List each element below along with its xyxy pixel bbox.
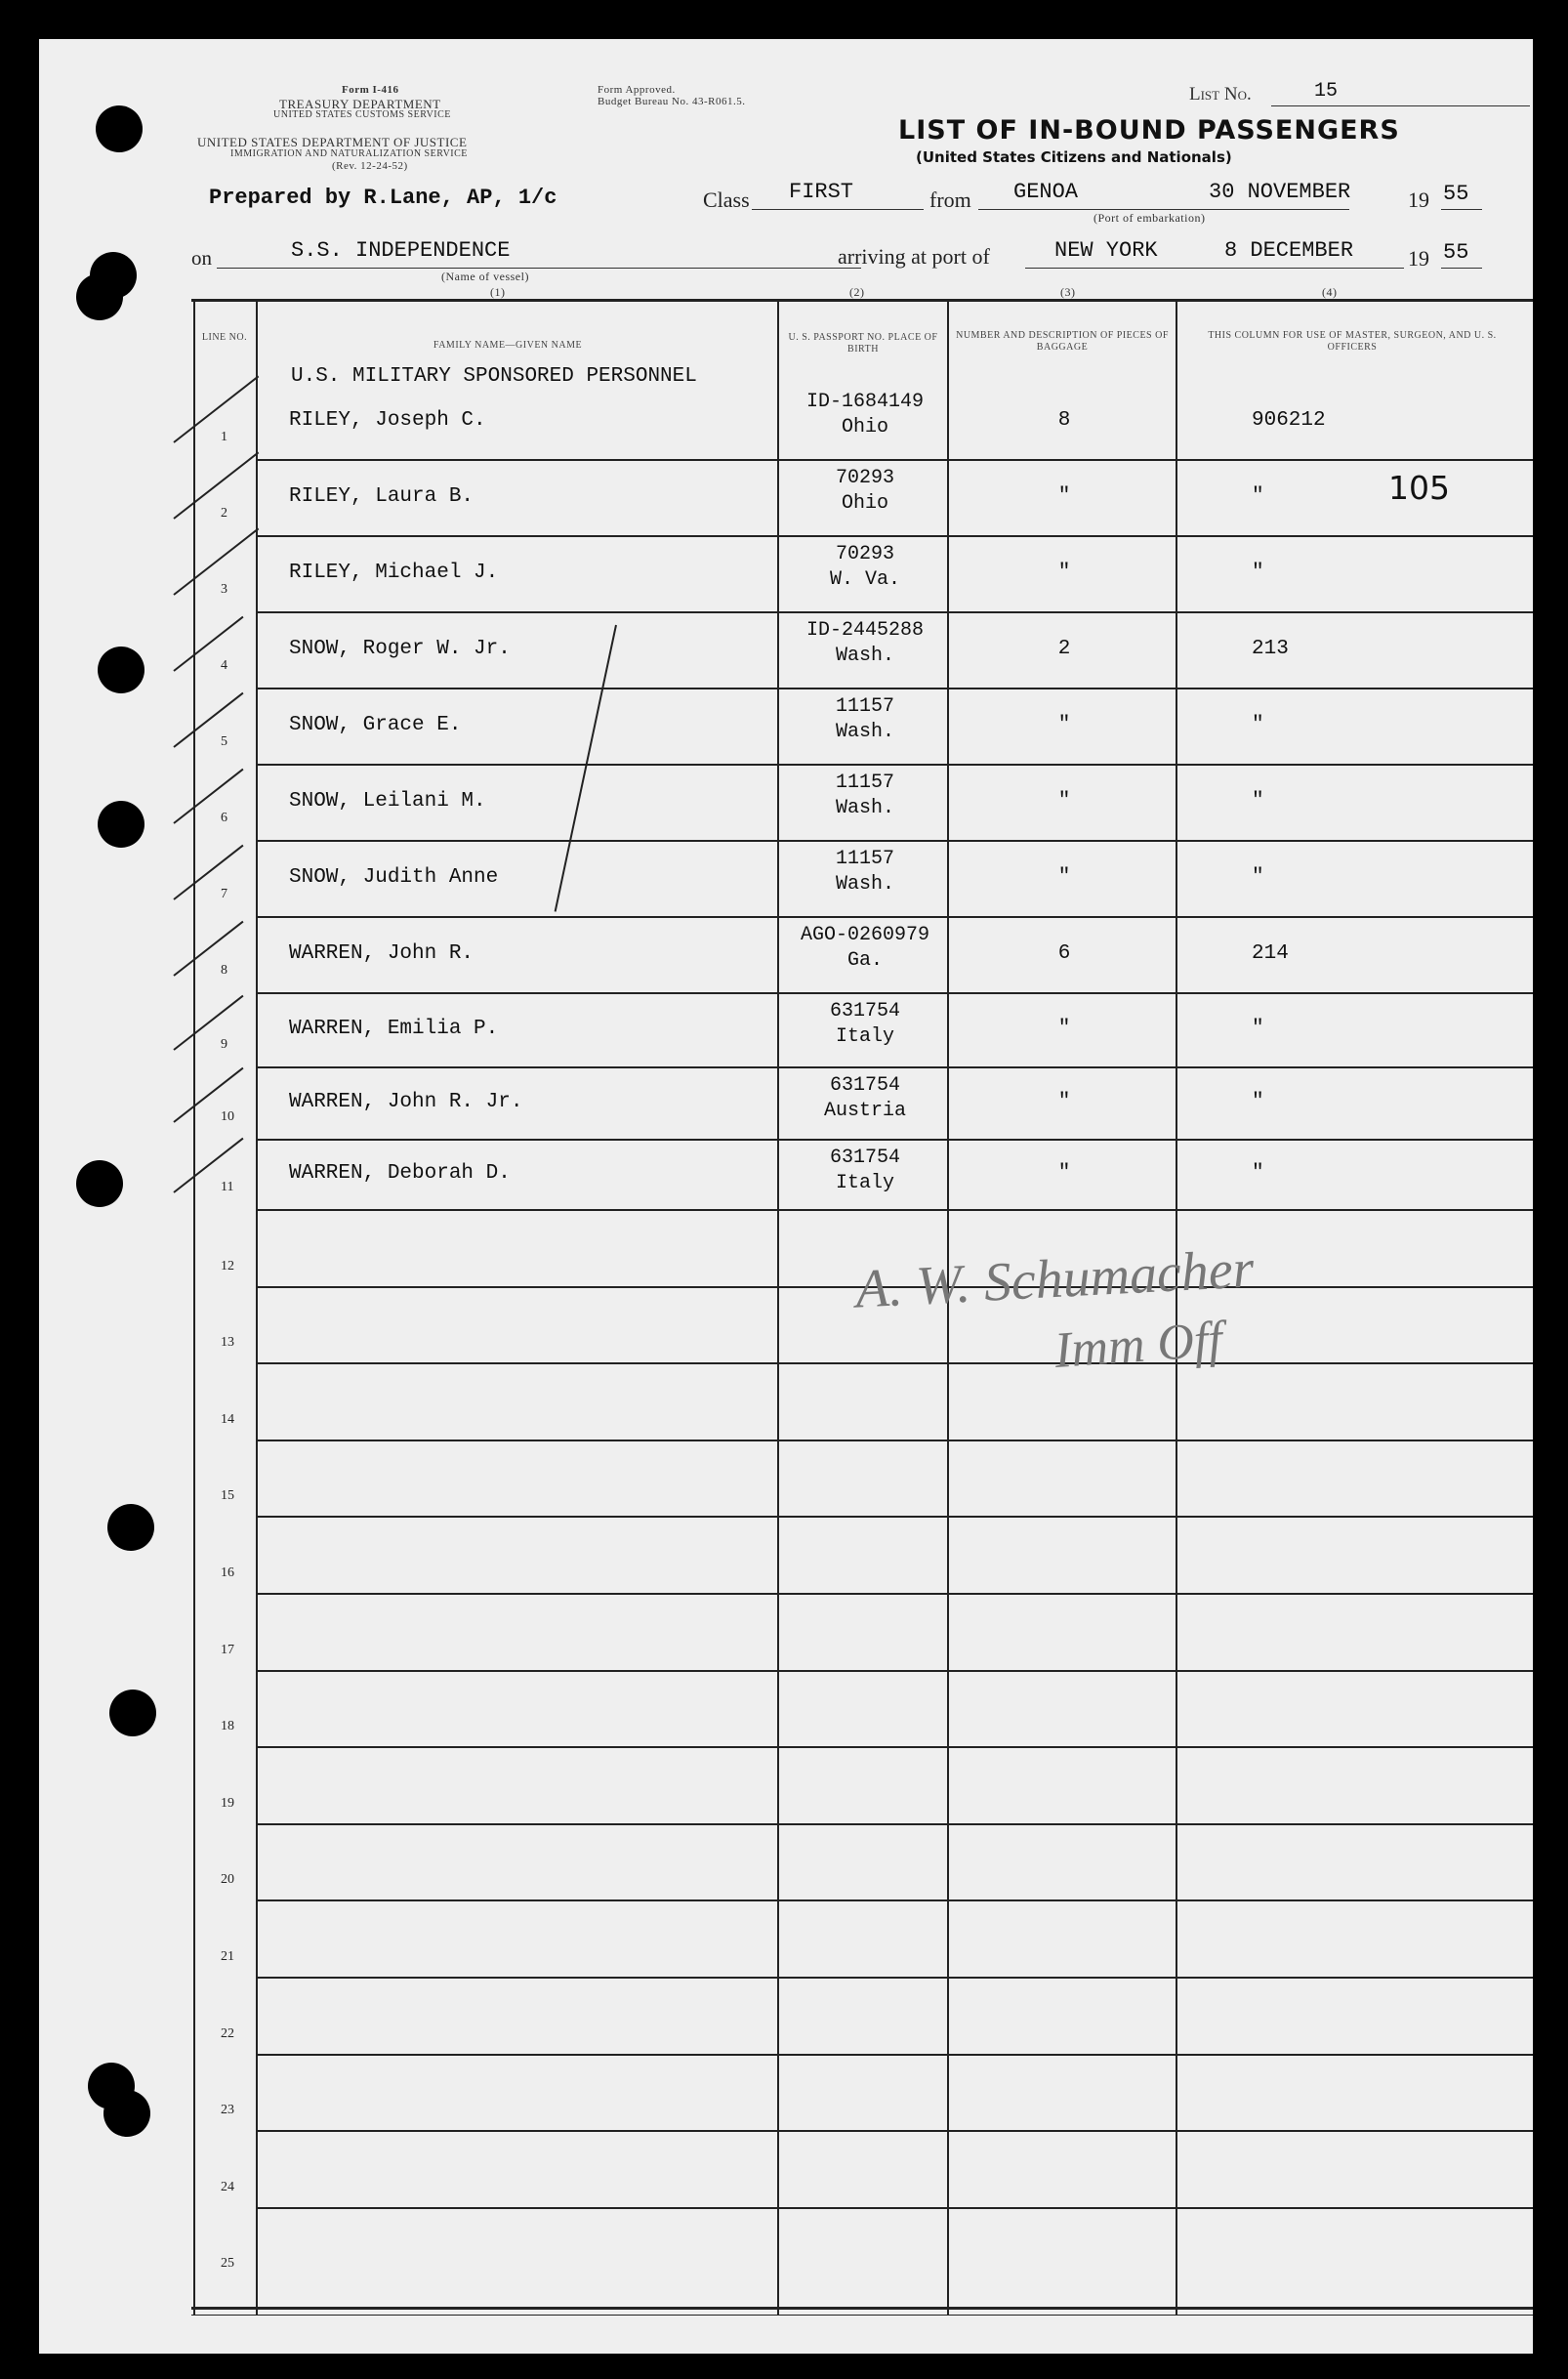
check-mark — [173, 845, 243, 900]
officer-number: " — [1252, 1018, 1264, 1040]
year-prefix-2: 19 — [1408, 246, 1429, 271]
header-passport: U. S. PASSPORT NO. PLACE OF BIRTH — [788, 332, 938, 355]
place-of-birth: Ohio — [841, 416, 888, 438]
bracket-line — [555, 625, 617, 912]
line-number: 5 — [221, 734, 227, 749]
port-caption: (Port of embarkation) — [1093, 211, 1206, 225]
header-officers: THIS COLUMN FOR USE OF MASTER, SURGEON, AND U. S. OFFICERS — [1208, 330, 1497, 353]
line-number: 7 — [221, 887, 227, 901]
page-subtitle: (United States Citizens and Nationals) — [916, 148, 1232, 166]
passenger-name: SNOW, Judith Anne — [289, 866, 499, 889]
passenger-name: SNOW, Roger W. Jr. — [289, 638, 511, 660]
justice-dept: UNITED STATES DEPARTMENT OF JUSTICE — [197, 135, 468, 149]
passenger-name: RILEY, Joseph C. — [289, 409, 486, 432]
passport-number: 631754 — [829, 1000, 900, 1023]
officer-number: " — [1252, 790, 1264, 813]
place-of-birth: Austria — [823, 1100, 906, 1122]
passport-number: 70293 — [835, 543, 894, 565]
passenger-name: SNOW, Grace E. — [289, 714, 462, 736]
line-number: 1 — [221, 430, 227, 444]
line-number: 15 — [221, 1488, 234, 1503]
signature: A. W. Schumacher — [853, 1238, 1256, 1320]
line-number: 16 — [221, 1565, 234, 1580]
class-label: Class — [703, 188, 750, 212]
baggage-count: 2 — [1057, 638, 1071, 660]
place-of-birth: Wash. — [835, 797, 894, 819]
line-number: 17 — [221, 1643, 234, 1657]
officer-number: " — [1252, 485, 1264, 508]
punch-hole — [98, 801, 144, 848]
place-of-birth: Italy — [835, 1172, 894, 1194]
passenger-name: WARREN, John R. Jr. — [289, 1091, 523, 1113]
arrival-year: 55 — [1443, 240, 1469, 265]
arrival-port: NEW YORK — [1054, 238, 1158, 263]
line-number: 11 — [221, 1180, 234, 1194]
col-num-3: (3) — [1060, 285, 1076, 299]
officer-number: 213 — [1252, 638, 1289, 660]
line-number: 23 — [221, 2103, 234, 2117]
officer-number: 906212 — [1252, 409, 1326, 432]
passport-number: 631754 — [829, 1074, 900, 1097]
passport-number: AGO-0260979 — [800, 924, 930, 946]
officer-number: 214 — [1252, 942, 1289, 965]
header-baggage: NUMBER AND DESCRIPTION OF PIECES OF BAGGAGE — [956, 330, 1169, 353]
punch-hole — [96, 105, 143, 152]
line-number: 4 — [221, 658, 227, 673]
baggage-count: 8 — [1057, 409, 1071, 432]
ins-service: IMMIGRATION AND NATURALIZATION SERVICE — [230, 148, 468, 159]
passenger-name: WARREN, John R. — [289, 942, 475, 965]
passport-number: ID-1684149 — [805, 391, 925, 413]
manifest-page — [39, 39, 1533, 2354]
passport-number: 70293 — [835, 467, 894, 489]
line-number: 8 — [221, 963, 227, 978]
line-number: 25 — [221, 2256, 234, 2271]
class-value: FIRST — [789, 180, 854, 204]
punch-hole — [76, 1160, 123, 1207]
baggage-count: " — [1057, 485, 1071, 508]
line-number: 6 — [221, 811, 227, 825]
place-of-birth: Italy — [835, 1025, 894, 1048]
line-number: 19 — [221, 1796, 234, 1811]
form-number: Form I-416 — [342, 84, 399, 96]
vessel-name: S.S. INDEPENDENCE — [291, 238, 511, 263]
officer-number: " — [1252, 1091, 1264, 1113]
punch-hole — [103, 2090, 150, 2137]
treasury-dept: TREASURY DEPARTMENT — [279, 97, 441, 111]
passport-number: 11157 — [835, 848, 894, 870]
baggage-count: " — [1057, 790, 1071, 813]
officer-number: " — [1252, 866, 1264, 889]
punch-hole — [98, 647, 144, 693]
line-number: 22 — [221, 2026, 234, 2041]
form-revision: (Rev. 12-24-52) — [332, 160, 408, 172]
col-num-1: (1) — [490, 285, 506, 299]
check-mark — [173, 769, 243, 824]
check-mark — [173, 375, 259, 442]
col-num-4: (4) — [1322, 285, 1338, 299]
baggage-count: 6 — [1057, 942, 1071, 965]
officer-number: " — [1252, 1162, 1264, 1185]
prepared-by: Prepared by R.Lane, AP, 1/c — [209, 186, 557, 210]
line-number: 9 — [221, 1037, 227, 1052]
baggage-count: " — [1057, 1018, 1071, 1040]
vessel-caption: (Name of vessel) — [441, 270, 529, 283]
place-of-birth: Wash. — [835, 721, 894, 743]
place-of-birth: Wash. — [835, 873, 894, 896]
col-num-2: (2) — [849, 285, 865, 299]
list-no-label: List No. — [1189, 84, 1252, 104]
baggage-count: " — [1057, 1091, 1071, 1113]
passenger-name: SNOW, Leilani M. — [289, 790, 486, 813]
passport-number: ID-2445288 — [805, 619, 925, 642]
line-number: 3 — [221, 582, 227, 597]
passport-number: 11157 — [835, 772, 894, 794]
line-number: 14 — [221, 1412, 234, 1427]
budget-bureau: Budget Bureau No. 43-R061.5. — [598, 96, 746, 107]
baggage-count: " — [1057, 1162, 1071, 1185]
from-date: 30 NOVEMBER — [1209, 180, 1351, 204]
check-mark — [173, 451, 259, 519]
place-of-birth: W. Va. — [829, 568, 900, 591]
punch-hole — [109, 1690, 156, 1736]
check-mark — [173, 995, 243, 1051]
list-no: 15 — [1314, 80, 1339, 103]
annotation-105: 105 — [1388, 469, 1450, 507]
form-approved: Form Approved. — [598, 84, 676, 96]
passport-number: 11157 — [835, 695, 894, 718]
passenger-name: WARREN, Deborah D. — [289, 1162, 511, 1185]
place-of-birth: Ga. — [846, 949, 883, 972]
line-number: 24 — [221, 2180, 234, 2194]
passenger-name: RILEY, Laura B. — [289, 485, 475, 508]
signature-title: Imm Off — [1052, 1312, 1224, 1379]
line-number: 20 — [221, 1872, 234, 1887]
line-number: 18 — [221, 1719, 234, 1733]
passport-number: 631754 — [829, 1147, 900, 1169]
line-number: 12 — [221, 1259, 234, 1273]
arrival-date: 8 DECEMBER — [1224, 238, 1354, 263]
customs-service: UNITED STATES CUSTOMS SERVICE — [273, 109, 451, 120]
place-of-birth: Wash. — [835, 645, 894, 667]
year-prefix: 19 — [1408, 188, 1429, 212]
on-label: on — [191, 246, 212, 270]
baggage-count: " — [1057, 866, 1071, 889]
line-number: 13 — [221, 1335, 234, 1350]
punch-hole — [107, 1504, 154, 1551]
baggage-count: " — [1057, 714, 1071, 736]
place-of-birth: Ohio — [841, 492, 888, 515]
line-number: 2 — [221, 506, 227, 521]
from-port: GENOA — [1013, 180, 1079, 204]
from-label: from — [929, 188, 971, 212]
arriving-label: arriving at port of — [838, 244, 990, 269]
group-heading: U.S. MILITARY SPONSORED PERSONNEL — [291, 365, 697, 388]
check-mark — [173, 921, 243, 977]
line-number: 10 — [221, 1109, 234, 1124]
check-mark — [173, 527, 259, 595]
check-mark — [173, 616, 243, 672]
from-year: 55 — [1443, 182, 1469, 206]
officer-number: " — [1252, 714, 1264, 736]
passenger-name: RILEY, Michael J. — [289, 562, 499, 584]
header-line-no: LINE NO. — [201, 332, 248, 343]
line-number: 21 — [221, 1949, 234, 1964]
officer-number: " — [1252, 562, 1264, 584]
header-name: FAMILY NAME—GIVEN NAME — [433, 340, 583, 351]
punch-hole — [76, 273, 123, 320]
passenger-name: WARREN, Emilia P. — [289, 1018, 499, 1040]
baggage-count: " — [1057, 562, 1071, 584]
check-mark — [173, 692, 243, 748]
page-title: LIST OF IN-BOUND PASSENGERS — [898, 115, 1400, 146]
